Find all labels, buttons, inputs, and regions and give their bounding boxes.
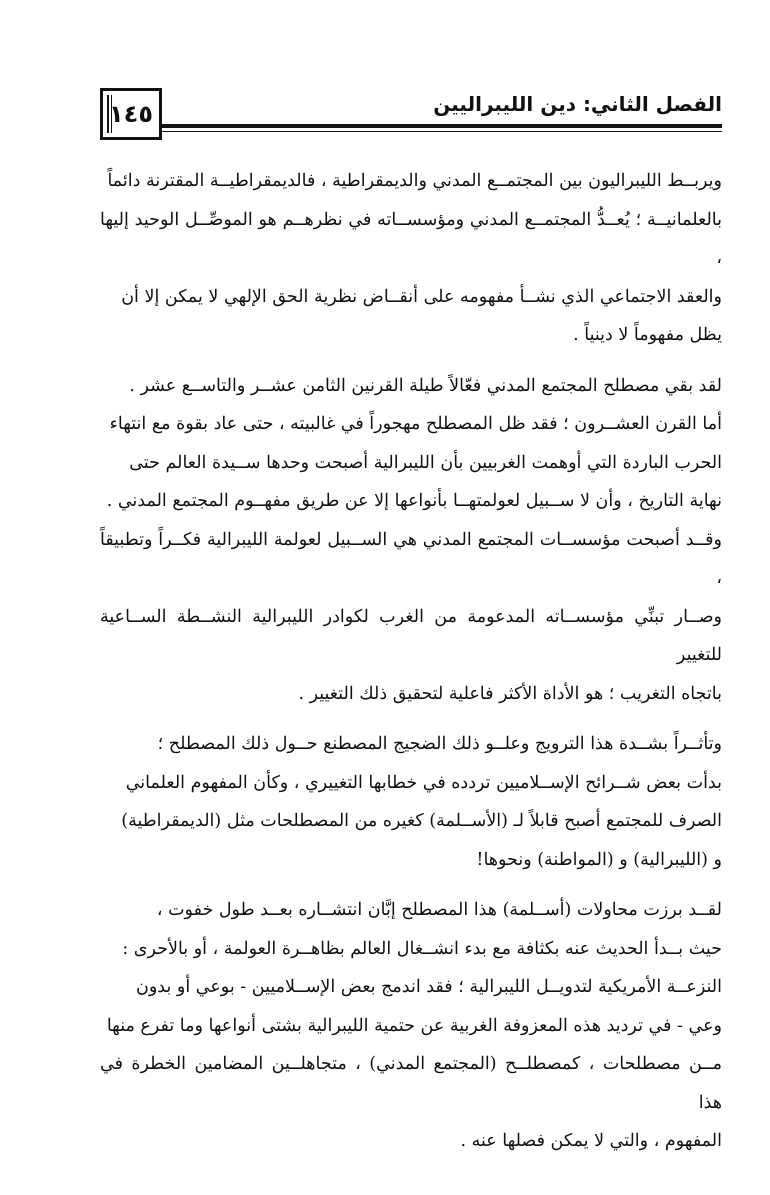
paragraph: لقد بقي مصطلح المجتمع المدني فعّالاً طيلة القرنين الثامن عشــر والتاســع عشر . أما القرن العشــرون ؛ فقد ظل المصطلح مهجوراً في غالبيته ، حتى عاد بقوة مع انتهاء الحرب الباردة التي أوهمت الغربيين بأن الليبرالية أصبحت وحدها ســيدة العالم حتى نهاية التاريخ ، وأن لا ســبيل لعولمتهــا بأنواعها إلا عن طريق مفهــوم المجتمع المدني . وقــد أصبحت مؤسســات المجتمع المدني هي الســبيل لعولمة الليبرالية فكــراً وتطبيقاً ، وصــار تبنِّي مؤسســاته المدعومة من الغرب لكوادر الليبرالية النشــطة الســاعية للتغيير باتجاه التغريب ؛ هو الأداة الأكثر فاعلية لتحقيق ذلك التغيير .	[100, 375, 722, 704]
page-body	[100, 162, 722, 1161]
page-number-frame	[100, 88, 162, 140]
paragraph: وتأثــراً بشــدة هذا الترويج وعلــو ذلك الضجيج المصطنع حــول ذلك المصطلح ؛ بدأت بعض شــرائح الإســلاميين تردده في خطابها التغييري ، وكأن المفهوم العلماني الصرف للمجتمع أصبح قابلاً لـ (الأســلمة) كغيره من المصطلحات مثل (الديمقراطية) و (الليبرالية) و (المواطنة) ونحوها!	[121, 734, 722, 870]
page-header	[100, 88, 722, 152]
paragraph: ويربــط الليبراليون بين المجتمــع المدني والديمقراطية ، فالديمقراطيــة المقترنة دائماً بالعلمانيــة ؛ يُعــدُّ المجتمــع المدني ومؤسســاته في نظرهــم هو الموصِّــل الوحيد إليها ، والعقد الاجتماعي الذي نشــأ مفهومه على أنقــاض نظرية الحق الإلهي لا يمكن إلا أن يظل مفهوماً لا دينياً .	[100, 171, 722, 345]
paragraph: لقــد برزت محاولات (أســلمة) هذا المصطلح إبَّان انتشــاره بعــد طول خفوت ، حيث بــدأ الحديث عنه بكثافة مع بدء انشــغال العالم بظاهــرة العولمة ، أو بالأحرى : النزعــة الأمريكية لتدويــل الليبرالية ؛ فقد اندمج بعض الإســلاميين - بوعي أو بدون وعي - في ترديد هذه المعزوفة الغربية عن حتمية الليبرالية بشتى أنواعها وما تفرع منها مــن مصطلحات ، كمصطلــح (المجتمع المدني) ، متجاهلــين المضامين الخطرة في هذا المفهوم ، والتي لا يمكن فصلها عنه .	[100, 900, 722, 1151]
header-rule-thick	[162, 124, 722, 128]
page-number: ١٤٥	[109, 100, 153, 128]
chapter-title: الفصل الثاني: دين الليبراليين	[433, 92, 722, 116]
header-rule-thin	[162, 131, 722, 132]
